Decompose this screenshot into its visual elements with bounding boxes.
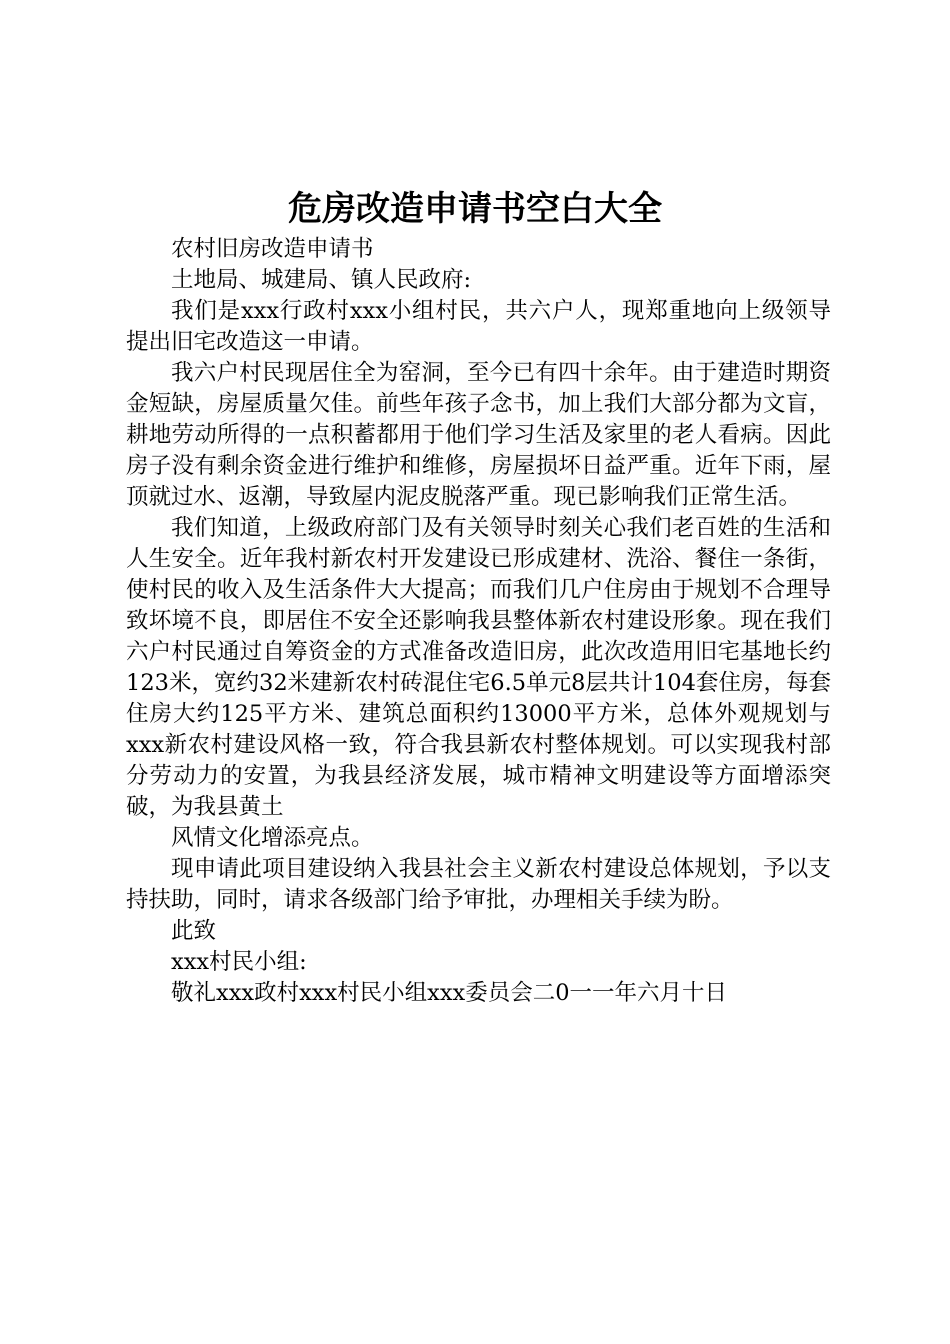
signature-group: xxx村民小组: — [171, 949, 307, 975]
body-paragraph: 现申请此项目建设纳入我县社会主义新农村建设总体规划，予以支持扶助，同时，请求各级部门给予审批，办理相关手续为盼。 — [126, 856, 831, 913]
document-body — [126, 234, 831, 1009]
document-title: 危房改造申请书空白大全 — [288, 189, 662, 229]
addressee-line: 土地局、城建局、镇人民政府: — [171, 267, 472, 293]
document-subtitle: 农村旧房改造申请书 — [171, 236, 374, 262]
body-paragraph: 我们是xxx行政村xxx小组村民，共六户人，现郑重地向上级领导提出旧宅改造这一申请。 — [126, 298, 831, 355]
body-paragraph: 风情文化增添亮点。 — [171, 825, 374, 851]
signature-line: 敬礼xxx政村xxx村民小组xxx委员会二0一一年六月十日 — [171, 980, 728, 1006]
closing-salutation: 此致 — [171, 918, 217, 944]
body-paragraph: 我六户村民现居住全为窑洞，至今已有四十余年。由于建造时期资金短缺，房屋质量欠佳。前些年孩子念书，加上我们大部分都为文盲，耕地劳动所得的一点积蓄都用于他们学习生活及家里的老人看病。因此房子没有剩余资金进行维护和维修，房屋损坏日益严重。近年下雨，屋顶就过水、返潮，导致屋内泥皮脱落严重。现已影响我们正常生活。 — [126, 360, 831, 510]
body-paragraph: 我们知道，上级政府部门及有关领导时刻关心我们老百姓的生活和人生安全。近年我村新农村开发建设已形成建材、洗浴、餐住一条街，使村民的收入及生活条件大大提高；而我们几户住房由于规划不合理导致坏境不良，即居住不安全还影响我县整体新农村建设形象。现在我们六户村民通过自筹资金的方式准备改造旧房，此次改造用旧宅基地长约123米，宽约32米建新农村砖混住宅6.5单元8层共计104套住房，每套住房大约125平方米、建筑总面积约13000平方米，总体外观规划与xxx新农村建设风格一致，符合我县新农村整体规划。可以实现我村部分劳动力的安置，为我县经济发展，城市精神文明建设等方面增添突破，为我县黄土 — [126, 515, 831, 820]
